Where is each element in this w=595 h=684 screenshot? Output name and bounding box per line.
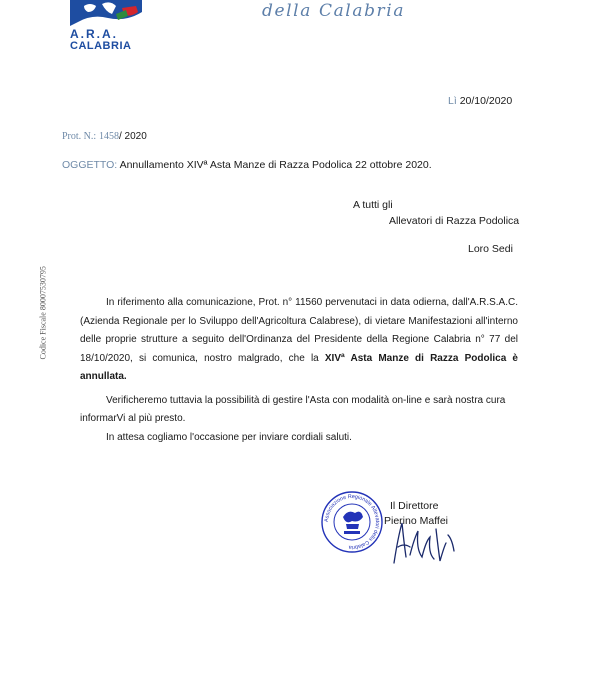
date-line xyxy=(448,95,512,107)
official-stamp xyxy=(321,491,383,553)
signature-title: Il Direttore xyxy=(390,500,439,512)
handwritten-signature xyxy=(388,517,460,567)
recipient-line-3: Loro Sedi xyxy=(468,243,513,255)
letter-body xyxy=(80,294,518,447)
body-p1-text: In riferimento alla comunicazione, Prot. n° 11560 pervenutaci in data odierna, dall'A.R.S.A.C. (Azienda Regionale per lo Sviluppo dell'Agricoltura Calabrese), di vietare Manifestazioni all'interno delle proprie strutture a seguito dell'Ordinanza del Presidente della Regione Calabria n° 77 del 18/10/2020, si comunica, nostro malgrado, che la xyxy=(80,297,518,364)
recipient-line-2: Allevatori di Razza Podolica xyxy=(389,215,520,227)
subject-text: Annullamento XIVª Asta Manze di Razza Podolica 22 ottobre 2020. xyxy=(119,159,432,171)
protocol-year: / 2020 xyxy=(118,131,147,142)
date-prefix: Lì xyxy=(448,95,457,107)
subject-label: OGGETTO: xyxy=(62,159,118,171)
body-p1-bold: XIVª Asta Manze di Razza Podolica è annullata. xyxy=(80,352,518,382)
stamp-ring-path: Associazione Regionale Allevatori della Calabria xyxy=(323,493,381,551)
org-tagline: della Calabria xyxy=(262,1,406,21)
fiscal-code-text: Codice Fiscale 80007530795 xyxy=(38,266,48,360)
body-paragraph-3: In attesa cogliamo l'occasione per inviare cordiali saluti. xyxy=(106,431,352,443)
protocol-line xyxy=(62,131,147,142)
stamp-ring-text xyxy=(324,494,380,550)
recipient-line-1: A tutti gli xyxy=(353,199,393,211)
logo-region-text: CALABRIA xyxy=(70,40,132,52)
body-paragraph-2: Verificheremo tuttavia la possibilità di gestire l'Asta con modalità on-line e sarà nostra cura informarVi al più presto. xyxy=(80,394,506,424)
date-value: 20/10/2020 xyxy=(459,95,513,107)
logo-text: A.R.A. xyxy=(70,27,118,41)
subject-line xyxy=(62,159,432,171)
protocol-label: Prot. N.: xyxy=(62,131,97,142)
signature-name: Pierino Maffei xyxy=(384,515,449,527)
protocol-number: 1458 xyxy=(98,131,119,142)
body-paragraph-1 xyxy=(80,294,518,387)
